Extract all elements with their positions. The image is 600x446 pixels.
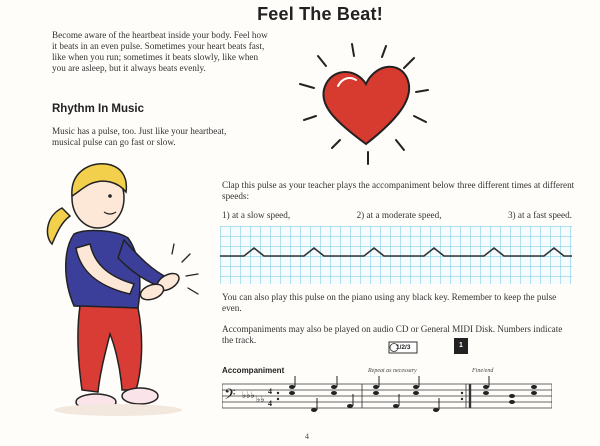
intro-paragraph: Become aware of the heartbeat inside your body. Feel how it beats in an even pulse. Sometimes your heart beats fast, like when you run; sometimes it beats slowly, like when you are asleep, but it always beats evenly. [52, 30, 268, 73]
heart-illustration [296, 40, 436, 170]
page-number: 4 [305, 432, 309, 441]
svg-text:♭♭: ♭♭ [256, 395, 265, 405]
accompaniment-staff [222, 376, 552, 418]
midi-track-badge: 1 [454, 338, 468, 354]
fine-marking: Fine/end [472, 368, 494, 374]
svg-text:4: 4 [268, 387, 272, 396]
repeat-instruction: Repeat as necessary [368, 368, 417, 374]
piano-paragraph: You can also play this pulse on the piano using any black key. Remember to keep the pulse even. [222, 292, 557, 313]
clap-instruction: Clap this pulse as your teacher plays the accompaniment below three different times at different speeds: [222, 180, 575, 201]
svg-text:4: 4 [268, 399, 272, 408]
speed-list [222, 210, 572, 220]
pulse-line [220, 226, 572, 284]
girl-clapping-illustration [40, 158, 210, 420]
speed-slow: 1) at a slow speed, [222, 210, 291, 220]
speed-fast: 3) at a fast speed. [507, 210, 572, 220]
accompaniment-label: Accompaniment [222, 366, 285, 375]
svg-text:♭♭♭: ♭♭♭ [242, 391, 255, 401]
page-title: Feel The Beat! [257, 4, 383, 24]
section-paragraph: Music has a pulse, too. Just like your heartbeat, musical pulse can go fast or slow. [52, 126, 227, 147]
accompaniment-paragraph: Accompaniments may also be played on audio CD or General MIDI Disk. Numbers indicate the track. [222, 324, 563, 345]
cd-track-badge [388, 340, 418, 354]
cd-track-number: 1/2/3 [396, 344, 411, 351]
svg-text:𝄢: 𝄢 [224, 386, 236, 407]
speed-moderate: 2) at a moderate speed, [356, 210, 442, 220]
section-heading: Rhythm In Music [52, 103, 145, 115]
